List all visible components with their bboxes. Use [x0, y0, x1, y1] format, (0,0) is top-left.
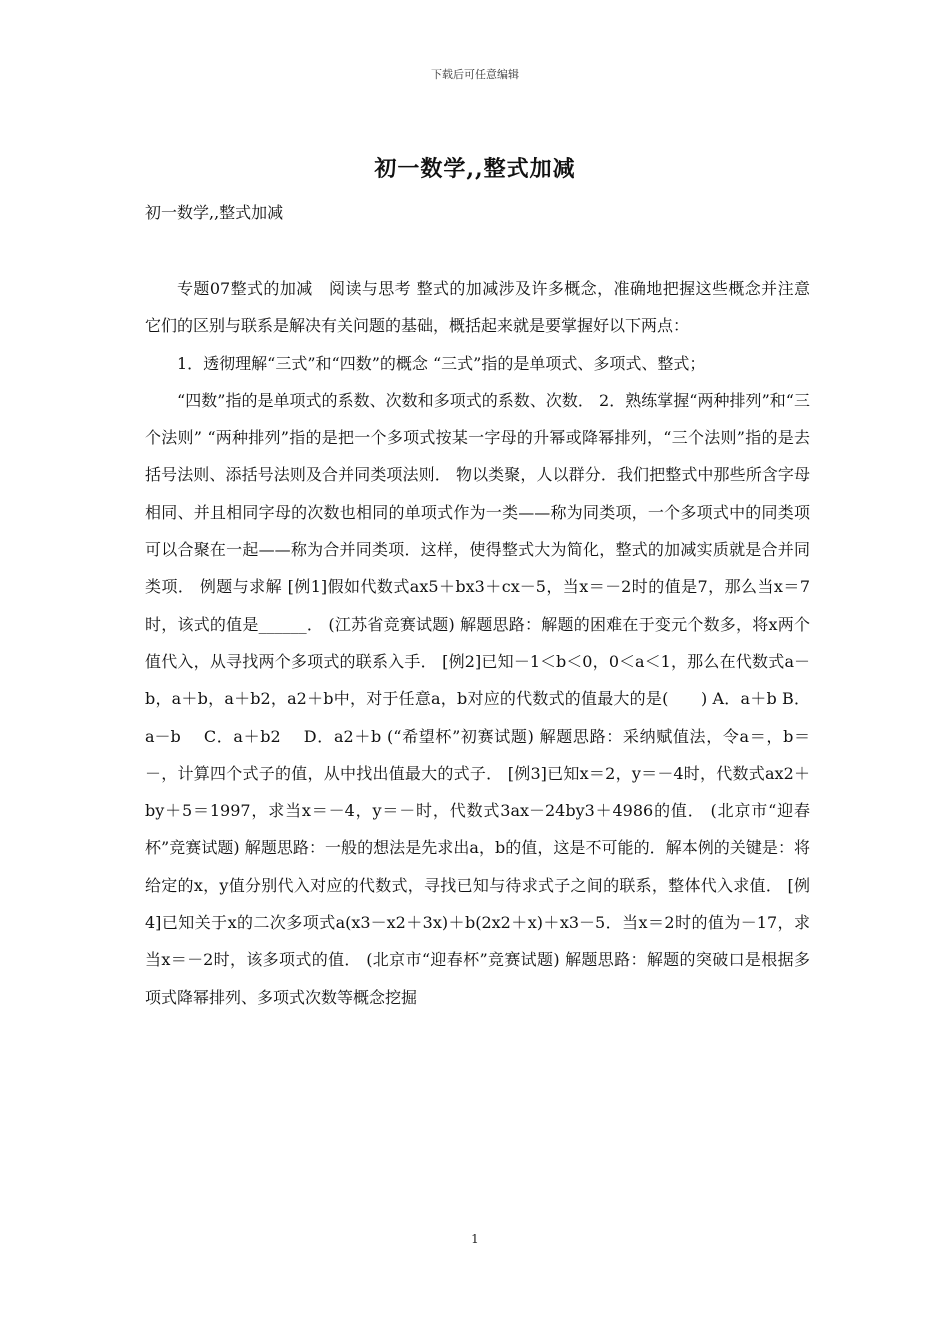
paragraph-intro: 专题07整式的加减 阅读与思考 整式的加减涉及许多概念，准确地把握这些概念并注意它们的区别与联系是解决有关问题的基础，概括起来就是要掌握好以下两点：: [145, 279, 810, 336]
page-header: 下载后可任意编辑: [431, 68, 519, 81]
paragraph-point-1: 1．透彻理解“三式”和“四数”的概念 “三式”指的是单项式、多项式、整式；: [177, 353, 706, 373]
paragraph-main: “四数”指的是单项式的系数、次数和多项式的系数、次数． 2．熟练掌握“两种排列”和“三个法则” “两种排列”指的是把一个多项式按某一字母的升幂或降幂排列，“三个法则”指的是去括号法则、添括号法则及合并同类项法则． 物以类聚，人以群分．我们把整式中那些所含字母相同、并且相同字母的次数也相同的单项式作为一类——称为同类项，一个多项式中的同类项可以合聚在一起——称为合并同类项．这样，使得整式大为简化，整式的加减实质就是合并同类项． 例题与求解 [例1]假如代数式ax5＋bx3＋cx－5，当x＝－2时的值是7，那么当x＝7时，该式的值是______． (江苏省竞赛试题) 解题思路：解题的困难在于变元个数多，将x两个值代入，从寻找两个多项式的联系入手． [例2]已知－1＜b＜0，0＜a＜1，那么在代数式a－b，a＋b，a＋b2，a2＋b中，对于任意a，b对应的代数式的值最大的是( ) A．a＋b B．a－b C．a＋b2 D．a2＋b (“希望杯”初赛试题) 解题思路：采纳赋值法，令a＝，b＝－，计算四个式子的值，从中找出值最大的式子． [例3]已知x＝2，y＝－4时，代数式ax2＋by＋5＝1997，求当x＝－4，y＝－时，代数式3ax－24by3＋4986的值． (北京市“迎春杯”竞赛试题) 解题思路：一般的想法是先求出a，b的值，这是不可能的．解本例的关键是：将给定的x，y值分别代入对应的代数式，寻找已知与待求式子之间的联系，整体代入求值． [例4]已知关于x的二次多项式a(x3－x2＋3x)＋b(2x2＋x)＋x3－5．当x＝2时的值为－17，求当x＝－2时，该多项式的值． (北京市“迎春杯”竞赛试题) 解题思路：解题的突破口是根据多项式降幂排列、多项式次数等概念挖掘: [145, 390, 810, 1007]
page-number: 1: [471, 1232, 479, 1246]
document-body: [145, 270, 810, 1016]
document-subtitle: 初一数学,,整式加减: [145, 203, 284, 222]
document-title: 初一数学,,整式加减: [374, 156, 576, 182]
